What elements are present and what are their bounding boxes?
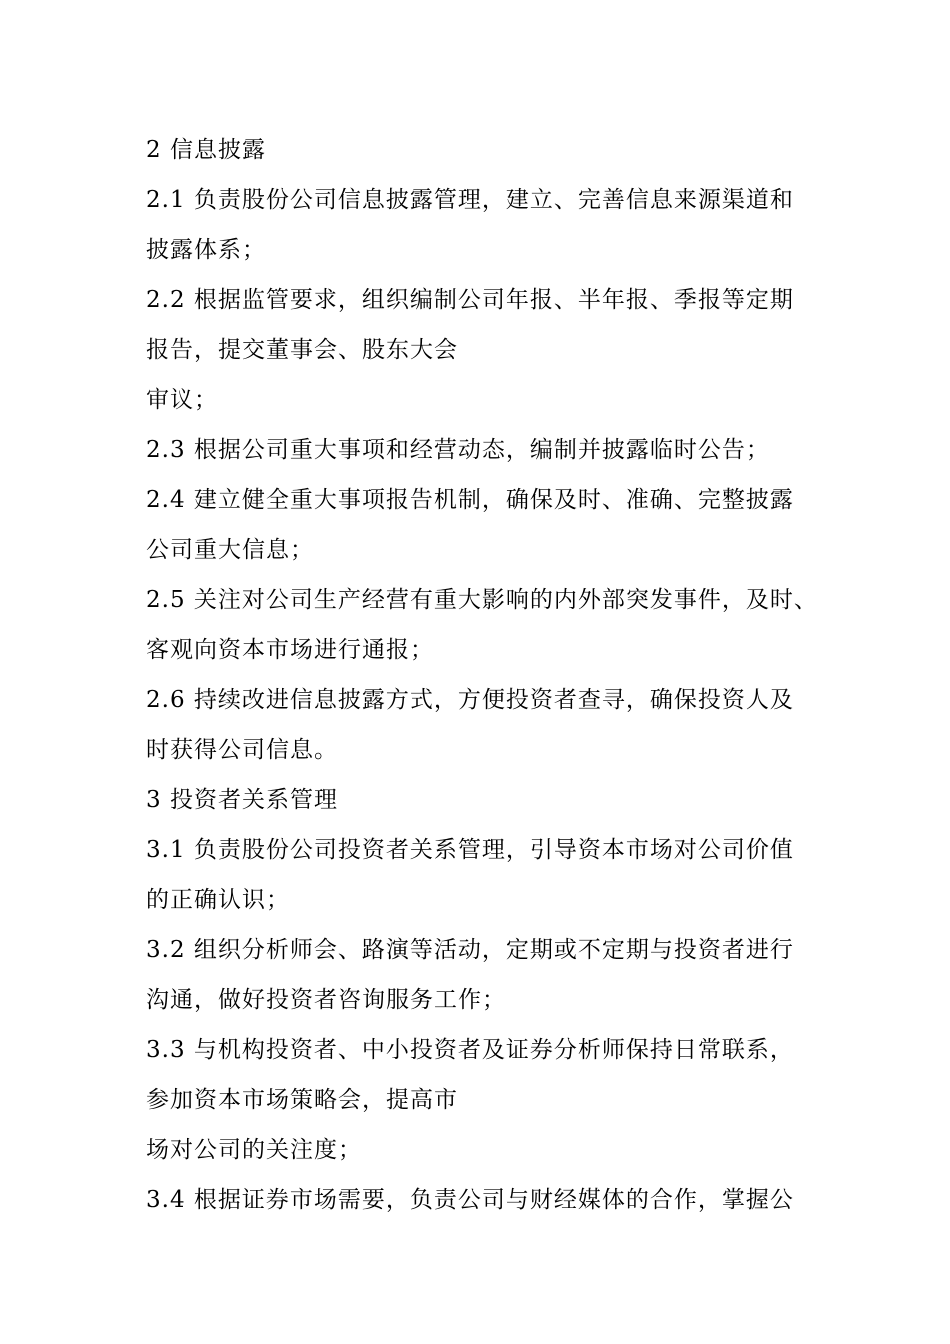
paragraph-line: 3.3 与机构投资者、中小投资者及证券分析师保持日常联系， xyxy=(146,1037,794,1063)
section-heading: 2 信息披露 xyxy=(146,137,266,163)
paragraph-line: 的正确认识； xyxy=(146,887,290,913)
paragraph-line: 客观向资本市场进行通报； xyxy=(146,637,434,663)
paragraph-line: 3.4 根据证券市场需要，负责公司与财经媒体的合作，掌握公 xyxy=(146,1187,794,1213)
section-heading: 3 投资者关系管理 xyxy=(146,787,338,813)
paragraph-line: 2.2 根据监管要求，组织编制公司年报、半年报、季报等定期 xyxy=(146,287,794,313)
paragraph-line: 3.1 负责股份公司投资者关系管理，引导资本市场对公司价值 xyxy=(146,837,794,863)
paragraph-line: 2.1 负责股份公司信息披露管理，建立、完善信息来源渠道和 xyxy=(146,187,794,213)
paragraph-line: 披露体系； xyxy=(146,237,266,263)
paragraph-line: 时获得公司信息。 xyxy=(146,737,338,763)
paragraph-line: 沟通，做好投资者咨询服务工作； xyxy=(146,987,506,1013)
paragraph-line: 报告，提交董事会、股东大会 xyxy=(146,337,458,363)
paragraph-line: 审议； xyxy=(146,387,218,413)
paragraph-line: 2.5 关注对公司生产经营有重大影响的内外部突发事件，及时、 xyxy=(146,587,818,613)
paragraph-line: 场对公司的关注度； xyxy=(146,1137,362,1163)
paragraph-line: 3.2 组织分析师会、路演等活动，定期或不定期与投资者进行 xyxy=(146,937,794,963)
paragraph-line: 参加资本市场策略会，提高市 xyxy=(146,1087,458,1113)
paragraph-line: 2.6 持续改进信息披露方式，方便投资者查寻，确保投资人及 xyxy=(146,687,794,713)
paragraph-line: 公司重大信息； xyxy=(146,537,314,563)
paragraph-line: 2.3 根据公司重大事项和经营动态，编制并披露临时公告； xyxy=(146,437,770,463)
paragraph-line: 2.4 建立健全重大事项报告机制，确保及时、准确、完整披露 xyxy=(146,487,794,513)
